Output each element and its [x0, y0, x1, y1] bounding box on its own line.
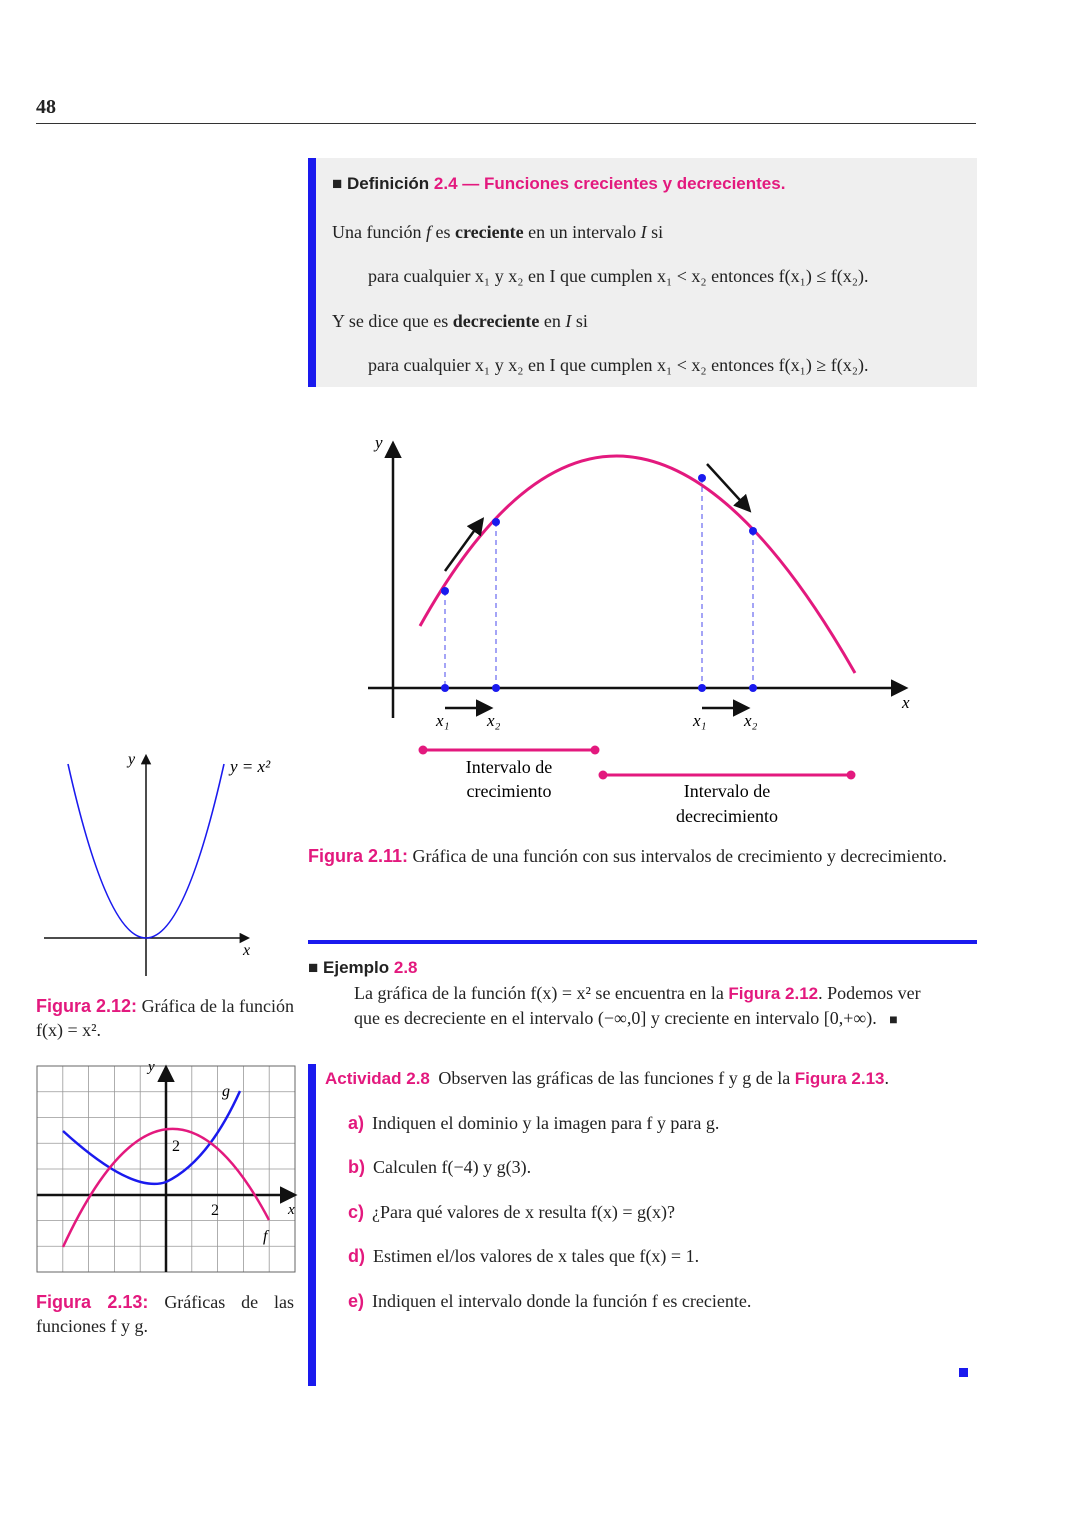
activity-item-b [348, 1157, 531, 1178]
function-curve [420, 456, 855, 673]
axis-point [492, 684, 500, 692]
x1-label: x₁ [693, 711, 707, 730]
curve-point [698, 474, 706, 482]
text-run: I [565, 311, 572, 331]
increasing-interval-label: crecimiento [466, 781, 552, 801]
caption-text: Gráficas de las funciones f y g. [36, 1292, 295, 1336]
interval-endpoint [847, 771, 856, 780]
decreasing-interval-label: decrecimiento [676, 806, 778, 826]
text-run: . Podemos ver [818, 983, 921, 1003]
item-text: ¿Para qué valores de x resulta f(x) = g(x)? [372, 1202, 676, 1222]
y-tick-label: 2 [172, 1138, 180, 1155]
text-run: Una función [332, 222, 422, 242]
definition-title [332, 174, 785, 194]
curve-g [63, 1091, 240, 1184]
example-block [308, 958, 978, 1038]
increasing-arrow [445, 520, 482, 571]
figure-label: Figura 2.11: [308, 846, 409, 866]
text-run: si [575, 311, 588, 331]
activity-item-e [348, 1291, 751, 1312]
item-text: Estimen el/los valores de x tales que f(x) = 1. [373, 1246, 700, 1266]
activity-item-c [348, 1202, 675, 1223]
item-text: Calculen f(−4) y g(3). [373, 1157, 532, 1177]
item-label: c) [348, 1202, 365, 1222]
example-number: 2.8 [393, 958, 418, 977]
definition-line-1 [332, 222, 663, 243]
interval-endpoint [591, 746, 600, 755]
text-run: f [425, 222, 431, 242]
text-run: La gráfica de la función f(x) = x² se encuentra en la [354, 983, 724, 1003]
text-run: . [884, 1068, 890, 1088]
text-run: en un intervalo [528, 222, 637, 242]
text-run: Observen las gráficas de las funciones f y g de la [438, 1068, 791, 1088]
figure-reference[interactable]: Figura 2.13 [794, 1069, 885, 1088]
figure-2-11-caption [308, 846, 980, 867]
example-word: Ejemplo [323, 958, 390, 977]
example-line-2 [354, 1008, 898, 1029]
caption-text: Gráfica de una función con sus intervalos de crecimiento y decrecimiento. [412, 846, 947, 866]
activity-end-mark [959, 1368, 968, 1377]
figure-2-12-caption [36, 994, 294, 1042]
activity-bar [308, 1064, 316, 1386]
activity-item-a [348, 1113, 719, 1134]
definition-marker: ■ [332, 174, 343, 193]
item-label: a) [348, 1113, 365, 1133]
definition-heading: — Funciones crecientes y decrecientes. [462, 174, 786, 193]
x-axis-label: x [288, 1202, 295, 1218]
text-run: I [640, 222, 647, 242]
activity-heading [325, 1068, 889, 1089]
x2-label: x₂ [487, 711, 501, 730]
text-run: Y se dice que es [332, 311, 449, 331]
definition-box [308, 158, 977, 387]
x2-label: x₂ [744, 711, 758, 730]
text-run: si [651, 222, 664, 242]
curve-point [441, 587, 449, 595]
example-line-1 [354, 983, 921, 1004]
definition-condition-2: para cualquier x₁ y x₂ en I que cumplen x₁ < x₂ entonces f(x₁) ≥ f(x₂). [368, 355, 869, 375]
header-rule [36, 123, 976, 124]
item-label: b) [348, 1157, 365, 1177]
decreasing-arrow [707, 464, 749, 510]
curve-label: y = x² [230, 757, 271, 776]
curve-point [492, 518, 500, 526]
x-tick-label: 2 [211, 1202, 219, 1219]
end-mark: ■ [889, 1013, 898, 1028]
page-number: 48 [36, 96, 56, 118]
item-label: d) [348, 1246, 365, 1266]
activity-item-d [348, 1246, 699, 1267]
x-axis-label: x [243, 942, 251, 959]
definition-number: 2.4 [433, 174, 458, 193]
axis-point [441, 684, 449, 692]
section-separator [308, 940, 977, 944]
curve-point [749, 527, 757, 535]
item-label: e) [348, 1291, 365, 1311]
decreasing-interval-label: Intervalo de [683, 781, 771, 801]
text-run: que es decreciente en el intervalo (−∞,0] y creciente en intervalo [0,+∞). [354, 1008, 877, 1028]
definition-condition-1: para cualquier x₁ y x₂ en I que cumplen x₁ < x₂ entonces f(x₁) ≤ f(x₂). [368, 266, 869, 286]
example-marker: ■ [308, 958, 319, 977]
figure-2-13 [36, 1058, 306, 1278]
y-axis-label: y [375, 433, 383, 452]
figure-label: Figura 2.12: [36, 996, 138, 1016]
y-axis-label: y [128, 751, 136, 768]
increasing-interval-label: Intervalo de [465, 757, 553, 777]
interval-endpoint [599, 771, 608, 780]
item-text: Indiquen el intervalo donde la función f es creciente. [372, 1291, 752, 1311]
figure-2-11 [340, 420, 940, 840]
text-run: creciente [455, 222, 524, 242]
figure-2-12 [36, 742, 296, 982]
item-text: Indiquen el dominio y la imagen para f y para g. [372, 1113, 720, 1133]
text-run: decreciente [452, 311, 540, 331]
figure-2-13-caption [36, 1290, 294, 1338]
figure-label: Figura 2.13: [36, 1292, 149, 1312]
text-run: es [435, 222, 451, 242]
example-title [308, 958, 978, 978]
f-label: f [263, 1228, 268, 1245]
definition-word: Definición [347, 174, 430, 193]
x1-label: x₁ [436, 711, 450, 730]
interval-endpoint [419, 746, 428, 755]
y-axis-label: y [148, 1059, 155, 1075]
activity-label: Actividad 2.8 [325, 1069, 430, 1088]
figure-reference[interactable]: Figura 2.12 [728, 984, 819, 1003]
g-label: g [222, 1083, 230, 1100]
text-run: en [543, 311, 561, 331]
axis-point [749, 684, 757, 692]
caption-text: Gráfica de la función f(x) = x². [36, 996, 295, 1040]
axis-point [698, 684, 706, 692]
x-axis-label: x [902, 693, 910, 712]
definition-line-2 [332, 311, 588, 332]
